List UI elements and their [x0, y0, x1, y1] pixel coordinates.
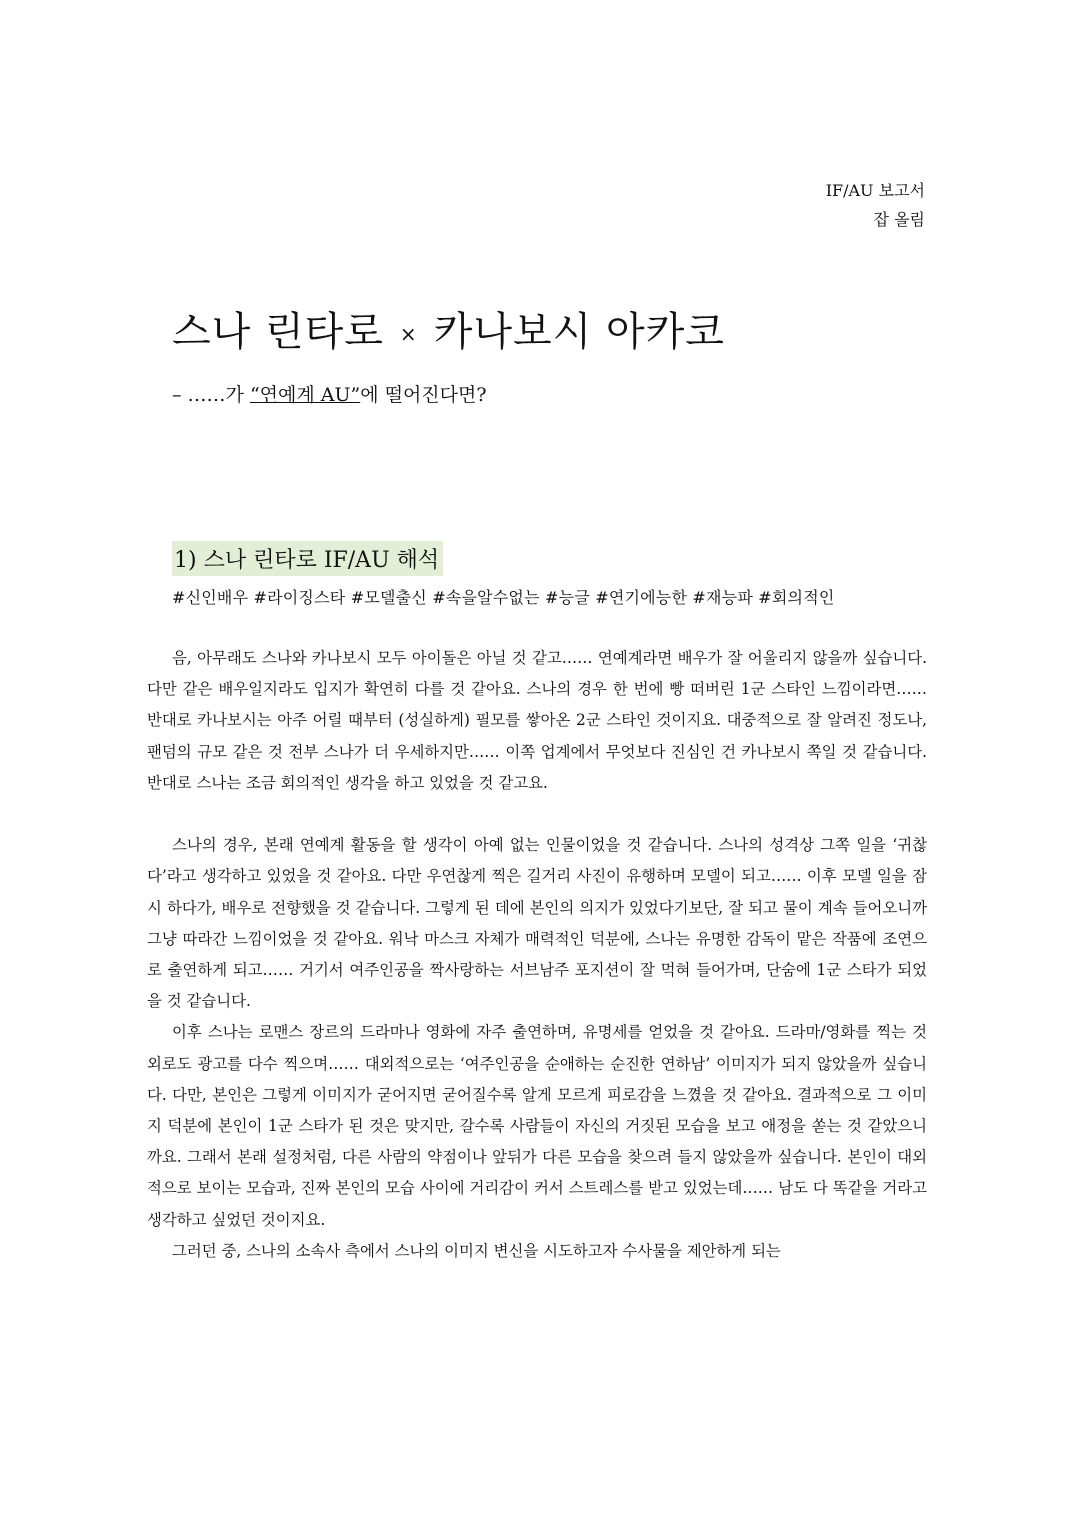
- paragraph-1: 음, 아무래도 스나와 카나보시 모두 아이돌은 아닐 것 같고…… 연예계라면 배우가 잘 어울리지 않을까 싶습니다. 다만 같은 배우일지라도 입지가 확연히 다를 것 같아요. 스나의 경우 한 번에 빵 떠버린 1군 스타인 느낌이라면…… 반대로 카나보시는 아주 어릴 때부터 (성실하게) 필모를 쌓아온 2군 스타인 것이지요. 대중적으로 잘 알려진 정도나, 팬덤의 규모 같은 것 전부 스나가 더 우세하지만…… 이쪽 업계에서 무엇보다 진심인 건 카나보시 쪽일 것 같습니다. 반대로 스나는 조금 회의적인 생각을 하고 있었을 것 같고요.: [147, 649, 927, 792]
- title-character-left: 스나 린타로: [172, 309, 384, 355]
- subtitle-prefix: – ……가: [172, 384, 250, 406]
- author-line: 잡 올림: [873, 210, 925, 229]
- hashtag-line: #신인배우 #라이징스타 #모델출신 #속을알수없는 #능글 #연기에능한 #재능파 #회의적인: [172, 588, 835, 607]
- body-text: [147, 643, 927, 1267]
- document-subtitle: [172, 380, 487, 407]
- report-header: [826, 176, 925, 234]
- subtitle-underlined: “연예계 AU”: [249, 384, 361, 406]
- paragraph-4: 그러던 중, 스나의 소속사 측에서 스나의 이미지 변신을 시도하고자 수사물을 제안하게 되는: [172, 1241, 781, 1260]
- section-heading: 1) 스나 린타로 IF/AU 해석: [172, 541, 443, 576]
- document-title: [172, 300, 725, 357]
- paragraph-3: 이후 스나는 로맨스 장르의 드라마나 영화에 자주 출연하며, 유명세를 얻었을 것 같아요. 드라마/영화를 찍는 것 외로도 광고를 다수 찍으며…… 대외적으로는 ‘여주인공을 순애하는 순진한 연하남’ 이미지가 되지 않았을까 싶습니다. 다만, 본인은 그렇게 이미지가 굳어지면 굳어질수록 알게 모르게 피로감을 느꼈을 것 같아요. 결과적으로 그 이미지 덕분에 본인이 1군 스타가 된 것은 맞지만, 갈수록 사람들이 자신의 거짓된 모습을 보고 애정을 쏟는 것 같았으니까요. 그래서 본래 설정처럼, 다른 사람의 약점이나 앞뒤가 다른 모습을 찾으려 들지 않았을까 싶습니다. 본인이 대외적으로 보이는 모습과, 진짜 본인의 모습 사이에 거리감이 커서 스트레스를 받고 있었는데…… 남도 다 똑같을 거라고 생각하고 싶었던 것이지요.: [147, 1023, 927, 1229]
- title-character-right: 카나보시 아카코: [433, 309, 725, 355]
- paragraph-2: 스나의 경우, 본래 연예계 활동을 할 생각이 아예 없는 인물이었을 것 같습니다. 스나의 성격상 그쪽 일을 ‘귀찮다’라고 생각하고 있었을 것 같아요. 다만 우연찮게 찍은 길거리 사진이 유행하며 모델이 되고…… 이후 모델 일을 잠시 하다가, 배우로 전향했을 것 같습니다. 그렇게 된 데에 본인의 의지가 있었다기보단, 잘 되고 물이 계속 들어오니까 그냥 따라간 느낌이었을 것 같아요. 워낙 마스크 자체가 매력적인 덕분에, 스나는 유명한 감독이 맡은 작품에 조연으로 출연하게 되고…… 거기서 여주인공을 짝사랑하는 서브남주 포지션이 잘 먹혀 들어가며, 단숨에 1군 스타가 되었을 것 같습니다.: [147, 836, 927, 1011]
- cross-symbol: ×: [399, 322, 418, 346]
- paragraph-gap: [147, 799, 927, 830]
- report-label: IF/AU 보고서: [825, 181, 925, 200]
- subtitle-suffix: 에 떨어진다면?: [360, 384, 487, 406]
